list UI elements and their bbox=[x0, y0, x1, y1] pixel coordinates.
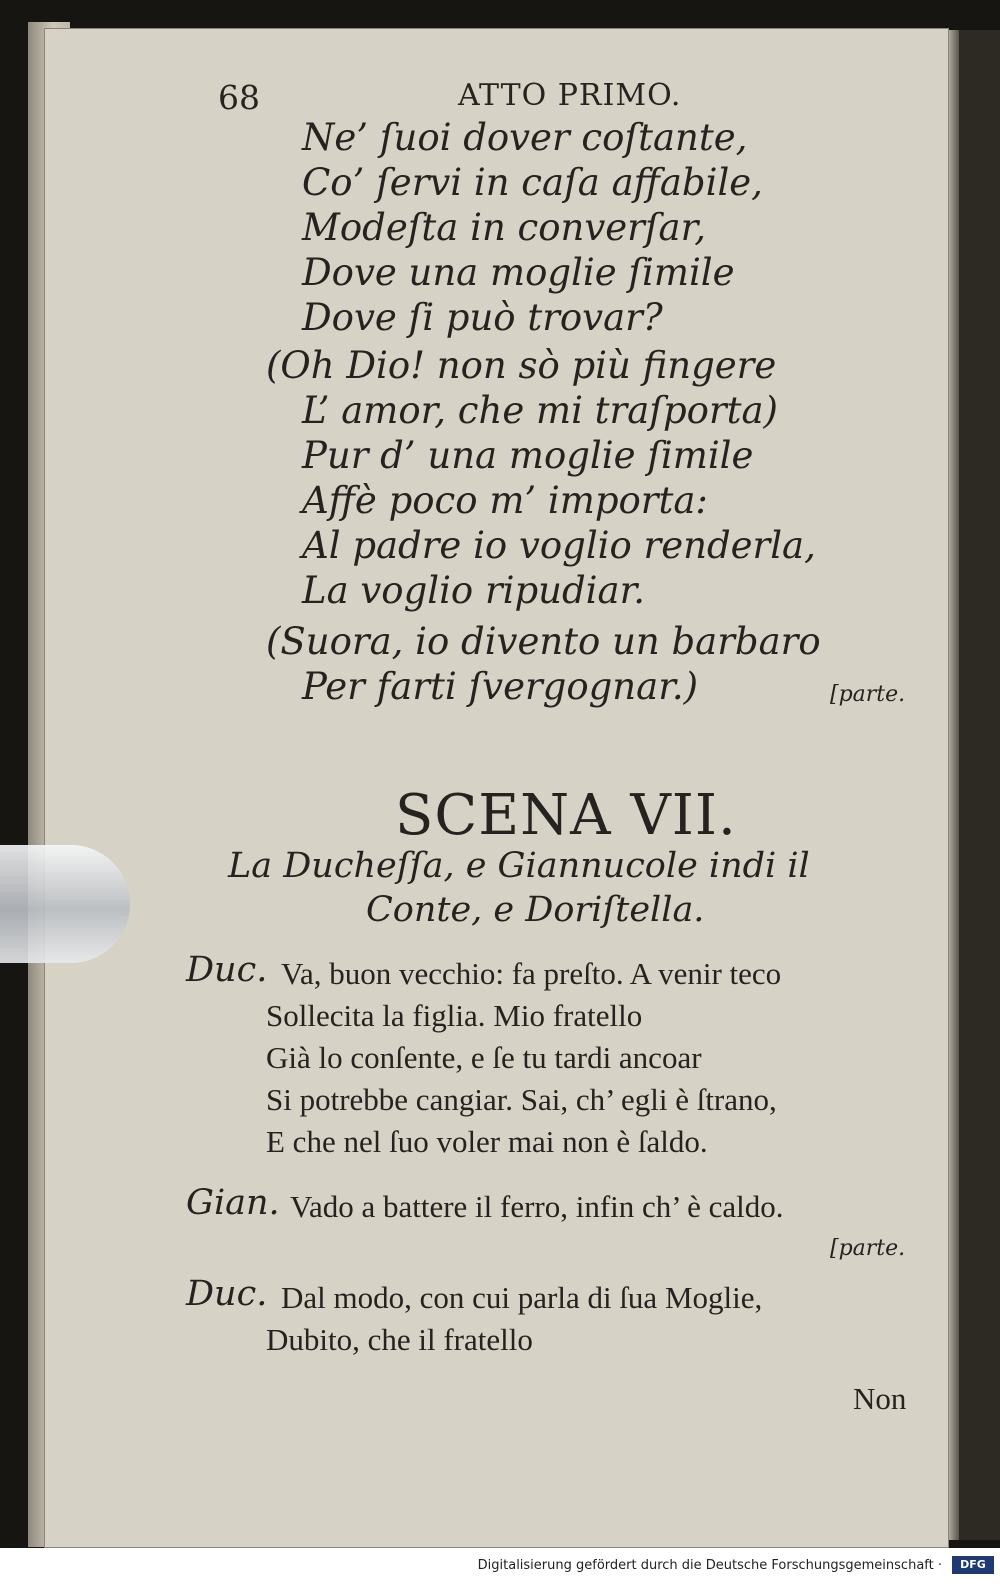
speech-line: Vado a battere il ferro, infin ch’ è caldo. bbox=[290, 1189, 784, 1224]
verse-line: (Oh Dio! non sò più fingere bbox=[266, 344, 777, 387]
funding-credit: Digitalisierung gefördert durch die Deutsche Forschungsgemeinschaft · bbox=[477, 1558, 942, 1573]
speech-line: Dubito, che il fratello bbox=[266, 1322, 533, 1357]
dfg-logo: DFG bbox=[952, 1556, 994, 1574]
verse-line: Dove ſi può trovar? bbox=[302, 296, 663, 339]
verse-line: Per farti ſvergognar.) bbox=[302, 665, 699, 708]
next-page-edge bbox=[947, 30, 1000, 1540]
scene-title: SCENA VII. bbox=[395, 783, 737, 848]
verse-line: Affè poco m’ importa: bbox=[302, 479, 708, 522]
verse-line: (Suora, io divento un barbaro bbox=[266, 620, 821, 663]
verse-line: La voglio ripudiar. bbox=[302, 569, 645, 612]
speech-line: E che nel ſuo voler mai non è ſaldo. bbox=[266, 1124, 708, 1159]
speech-line: Già lo conſente, e ſe tu tardi ancoar bbox=[266, 1040, 702, 1075]
speaker-name: Duc. bbox=[186, 950, 268, 990]
catchword: Non bbox=[853, 1381, 907, 1416]
verse-line: L’ amor, che mi traſporta) bbox=[302, 389, 778, 432]
verse-line: Pur d’ una moglie ſimile bbox=[302, 434, 754, 477]
speech-line: Si potrebbe cangiar. Sai, ch’ egli è ſtrano, bbox=[266, 1082, 777, 1117]
speech-line: Sollecita la figlia. Mio fratello bbox=[266, 998, 643, 1033]
verse-line: Al padre io voglio renderla, bbox=[302, 524, 816, 567]
verse-line: Modeſta in converſar, bbox=[302, 206, 707, 249]
book-page bbox=[44, 28, 949, 1548]
verse-line: Co’ ſervi in caſa affabile, bbox=[302, 161, 763, 204]
stage-direction-exit: [parte. bbox=[830, 1236, 906, 1261]
verse-line: Dove una moglie ſimile bbox=[302, 251, 735, 294]
speech-line: Va, buon vecchio: fa preſto. A venir teco bbox=[281, 956, 782, 991]
page-number: 68 bbox=[218, 78, 260, 117]
footer-bar bbox=[0, 1548, 1000, 1593]
stage-direction-exit: [parte. bbox=[830, 682, 906, 707]
speaker-name: Gian. bbox=[186, 1183, 280, 1223]
cast-line: Conte, e Doriſtella. bbox=[366, 890, 705, 930]
page-clip bbox=[0, 845, 130, 963]
speaker-name: Duc. bbox=[186, 1274, 268, 1314]
verse-line: Ne’ ſuoi dover coſtante, bbox=[302, 116, 748, 159]
speech-line: Dal modo, con cui parla di ſua Moglie, bbox=[281, 1280, 763, 1315]
running-title: ATTO PRIMO. bbox=[458, 78, 682, 113]
cast-line: La Ducheſſa, e Giannucole indi il bbox=[228, 846, 810, 886]
